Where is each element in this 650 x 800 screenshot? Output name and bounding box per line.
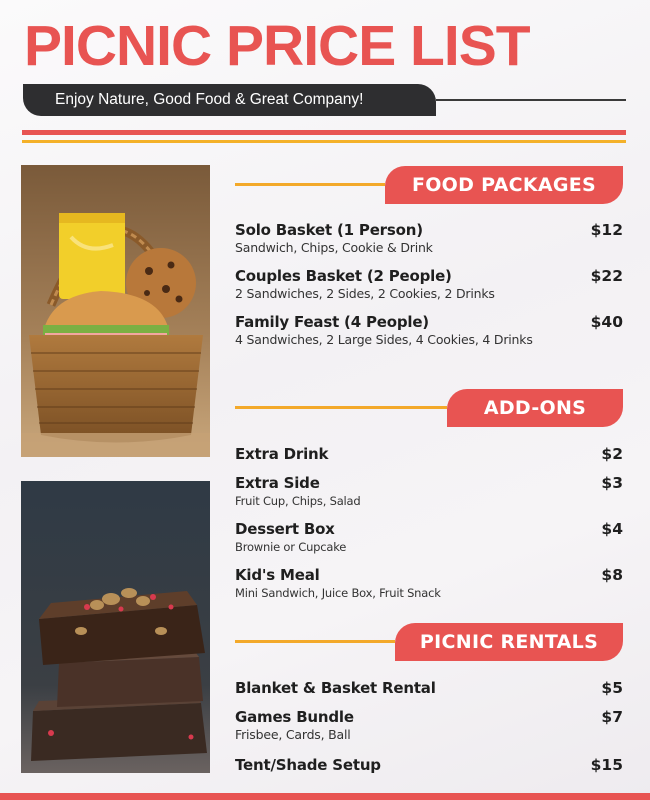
item-name: Kid's Meal <box>235 566 320 584</box>
header-stripe-red <box>22 130 626 135</box>
item-name: Dessert Box <box>235 520 335 538</box>
item-price: $5 <box>601 679 623 697</box>
menu-item-family-feast <box>235 312 623 348</box>
item-description: 2 Sandwiches, 2 Sides, 2 Cookies, 2 Drinks <box>235 286 495 301</box>
item-name: Family Feast (4 People) <box>235 313 429 331</box>
item-price: $3 <box>601 474 623 492</box>
item-name: Extra Side <box>235 474 320 492</box>
item-description: Sandwich, Chips, Cookie & Drink <box>235 240 433 255</box>
item-price: $8 <box>601 566 623 584</box>
picnic-rentals-title: PICNIC RENTALS <box>395 623 623 661</box>
menu-item-games-bundle <box>235 707 623 743</box>
tagline-rule <box>436 99 626 101</box>
food-packages-title: FOOD PACKAGES <box>385 166 623 204</box>
item-name: Tent/Shade Setup <box>235 756 381 774</box>
item-name: Couples Basket (2 People) <box>235 267 452 285</box>
item-description: Brownie or Cupcake <box>235 540 347 554</box>
picnic-basket-photo <box>21 165 210 457</box>
item-description: 4 Sandwiches, 2 Large Sides, 4 Cookies, 4 Drinks <box>235 332 533 347</box>
menu-item-tent-shade-setup <box>235 755 623 775</box>
tagline-banner: Enjoy Nature, Good Food & Great Company! <box>23 84 436 116</box>
page-title: PICNIC PRICE LIST <box>24 14 530 78</box>
menu-item-extra-drink <box>235 444 623 464</box>
brownie-stack-photo <box>21 481 210 773</box>
add-ons-title: ADD-ONS <box>447 389 623 427</box>
menu-item-dessert-box <box>235 519 623 555</box>
menu-item-blanket-basket-rental <box>235 678 623 698</box>
menu-item-solo-basket <box>235 220 623 256</box>
footer-bar <box>0 793 650 800</box>
item-description: Fruit Cup, Chips, Salad <box>235 494 361 508</box>
header-stripe-yellow <box>22 140 626 143</box>
section-rule <box>235 640 395 643</box>
food-packages-header <box>235 166 623 204</box>
item-price: $2 <box>601 445 623 463</box>
menu-item-couples-basket <box>235 266 623 302</box>
item-name: Extra Drink <box>235 445 329 463</box>
item-price: $7 <box>601 708 623 726</box>
item-price: $4 <box>601 520 623 538</box>
picnic-rentals-header <box>235 623 623 661</box>
menu-item-extra-side <box>235 473 623 509</box>
item-name: Blanket & Basket Rental <box>235 679 436 697</box>
item-price: $12 <box>590 221 623 239</box>
menu-item-kids-meal <box>235 565 623 601</box>
item-price: $40 <box>590 313 623 331</box>
add-ons-header <box>235 389 623 427</box>
section-rule <box>235 183 385 186</box>
item-name: Solo Basket (1 Person) <box>235 221 423 239</box>
item-description: Mini Sandwich, Juice Box, Fruit Snack <box>235 586 441 600</box>
item-price: $22 <box>590 267 623 285</box>
item-name: Games Bundle <box>235 708 354 726</box>
item-price: $15 <box>590 756 623 774</box>
item-description: Frisbee, Cards, Ball <box>235 727 351 742</box>
section-rule <box>235 406 447 409</box>
